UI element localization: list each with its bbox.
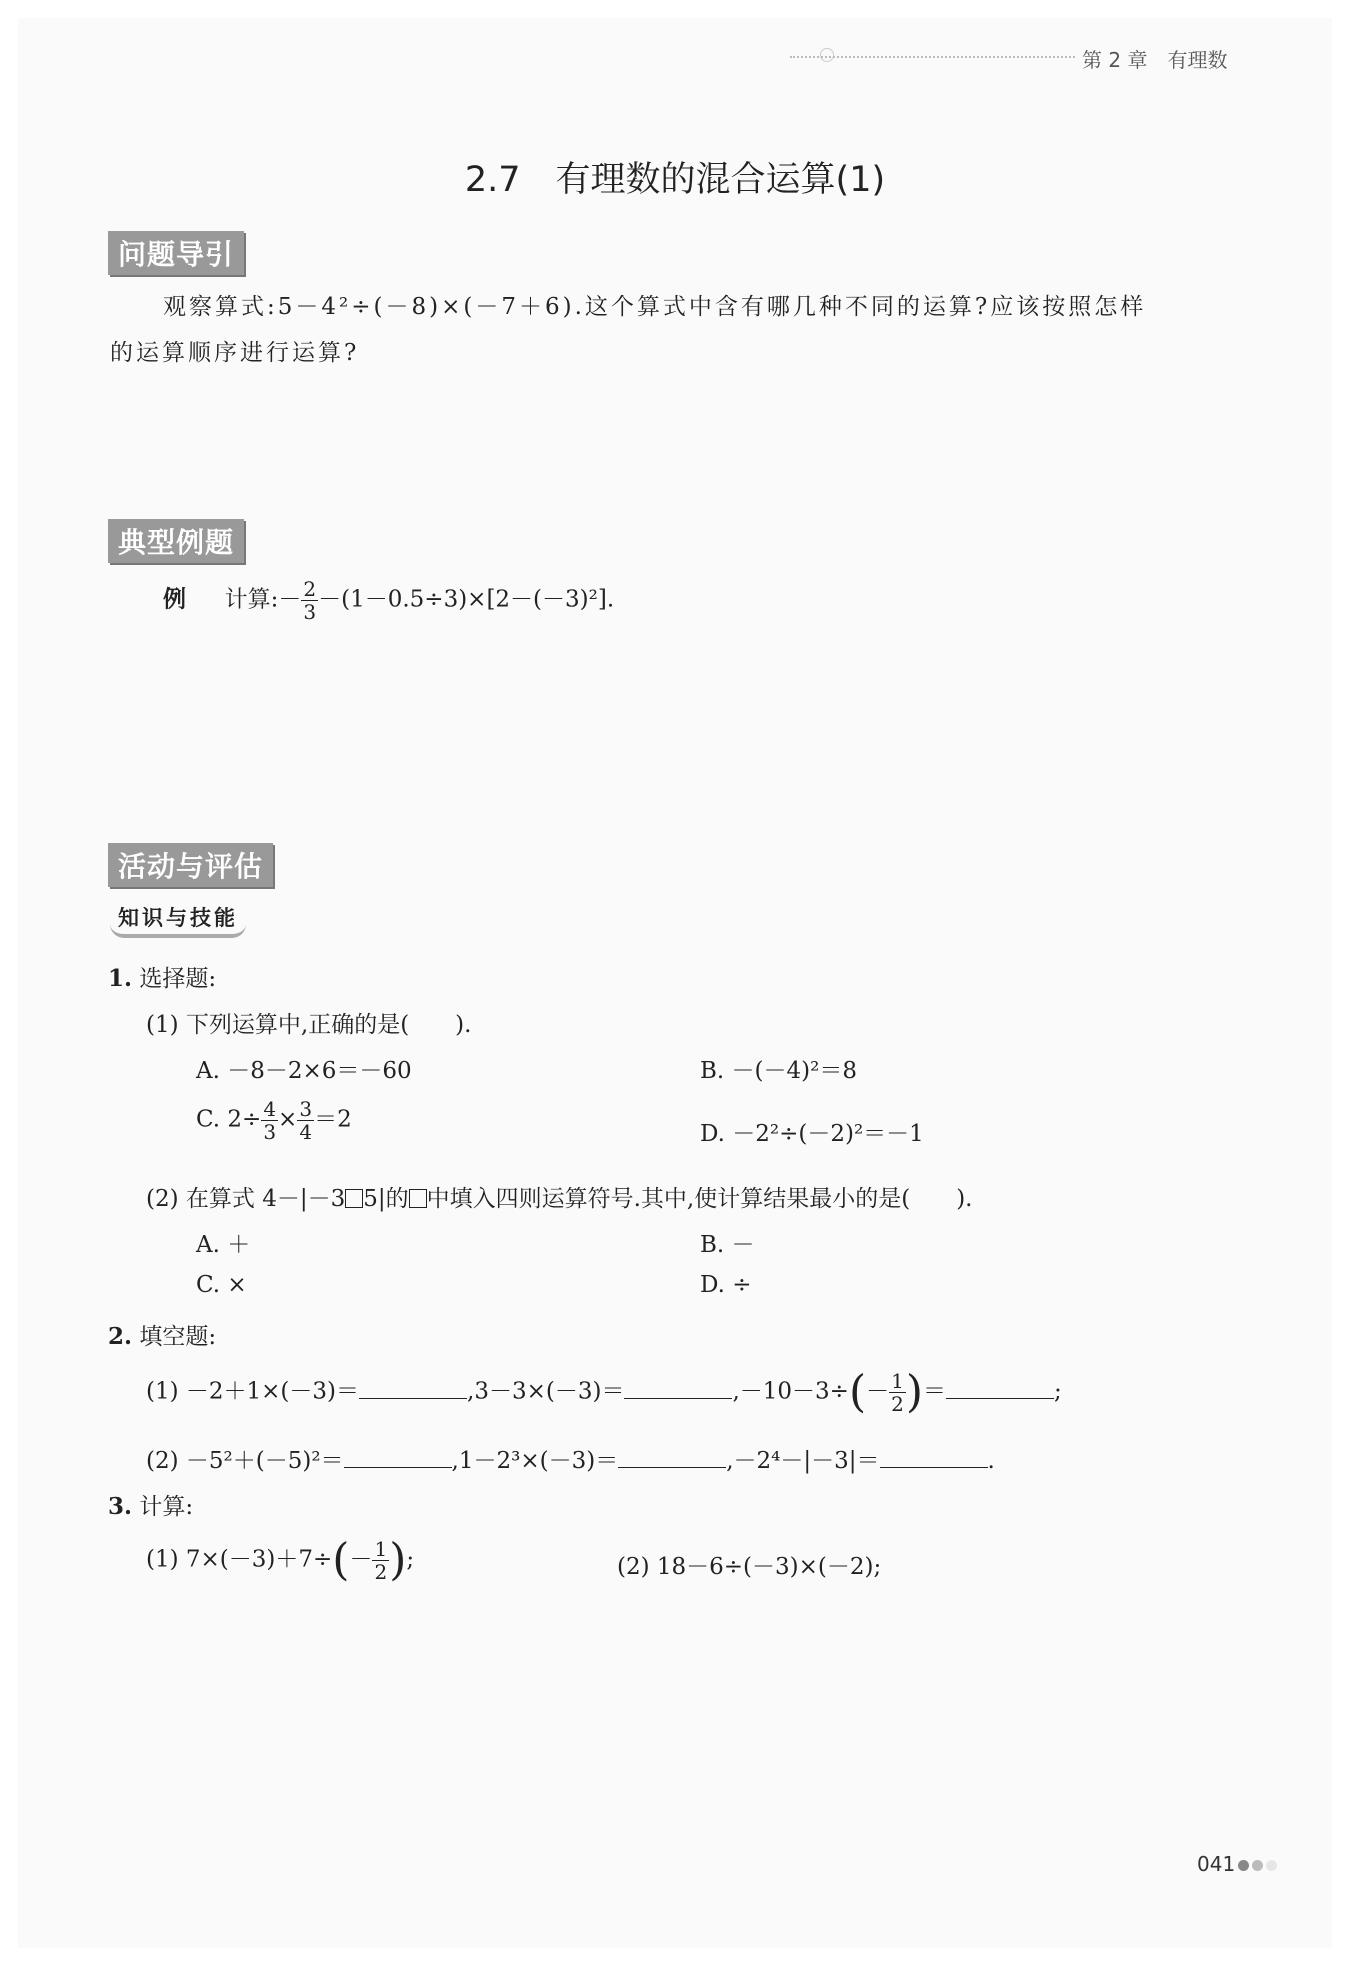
q1-sub2-option-c: C. × — [196, 1272, 247, 1298]
section-tag-activity: 活动与评估 — [108, 843, 273, 887]
q2-row-1: (1) －2＋1×(－3)＝ ,3－3×(－3)＝ ,－10－3÷(－ $\frac{1}{2}$ )＝ ; — [146, 1366, 1062, 1418]
section-tag-guide: 问题导引 — [108, 231, 244, 275]
page-number: 041 — [1197, 1852, 1277, 1876]
answer-blank[interactable] — [880, 1447, 988, 1468]
q1-sub1-option-b: B. －(－4)²＝8 — [700, 1058, 857, 1084]
header-decoration-dots — [790, 56, 1075, 58]
q1-sub1-option-c: C. 2÷ $\frac{4}{3}$ × $\frac{3}{4}$ ＝2 — [196, 1097, 352, 1144]
guide-text-line1: 观察算式:5－4²÷(－8)×(－7＋6).这个算式中含有哪几种不同的运算?应该按照怎样 — [163, 294, 1147, 320]
example-label: 例 — [163, 585, 186, 613]
example-expression — [163, 578, 614, 623]
question-3-heading — [108, 1488, 193, 1521]
answer-blank[interactable] — [624, 1378, 732, 1399]
q1-sub2-option-d: D. ÷ — [700, 1272, 752, 1298]
answer-blank[interactable] — [946, 1378, 1054, 1399]
chapter-header: 第 2 章 有理数 — [1082, 48, 1228, 72]
page-title: 2.7 有理数的混合运算(1) — [464, 160, 886, 200]
question-2-title: 填空题: — [139, 1324, 217, 1350]
question-3-number: 3. — [108, 1493, 133, 1520]
q1-sub2-option-a: A. ＋ — [196, 1232, 251, 1258]
q1-sub1-option-d: D. －2²÷(－2)²＝－1 — [700, 1121, 924, 1147]
question-1-title: 选择题: — [139, 966, 217, 992]
q1-sub1-stem: (1) 下列运算中,正确的是( ). — [146, 1012, 472, 1038]
example-fraction: $\frac{2}{3}$ — [303, 577, 317, 624]
answer-blank[interactable] — [344, 1447, 452, 1468]
q1-sub1-option-a: A. －8－2×6＝－60 — [196, 1058, 412, 1084]
header-decoration-circle — [820, 48, 834, 62]
example-rest: －(1－0.5÷3)×[2－(－3)²]. — [318, 586, 615, 613]
question-2-heading — [108, 1318, 216, 1351]
question-3-title: 计算: — [139, 1494, 194, 1520]
q3-part-1: (1) 7×(－3)＋7÷(－ $\frac{1}{2}$ ); — [146, 1534, 415, 1586]
answer-blank[interactable] — [618, 1447, 726, 1468]
section-tag-example: 典型例题 — [108, 519, 244, 563]
guide-text-line2: 的运算顺序进行运算? — [110, 340, 360, 366]
subsection-tag-skills: 知识与技能 — [110, 900, 246, 938]
q1-sub2-stem: (2) 在算式 4－|－3 5|的 中填入四则运算符号.其中,使计算结果最小的是( ). — [146, 1186, 973, 1212]
answer-blank[interactable] — [359, 1378, 467, 1399]
question-1-heading — [108, 960, 216, 993]
q1-sub2-option-b: B. － — [700, 1232, 755, 1258]
blank-square — [345, 1189, 363, 1208]
question-2-number: 2. — [108, 1323, 133, 1350]
example-prefix: 计算:－ — [224, 586, 302, 613]
q2-row-2: (2) －5²＋(－5)²＝ ,1－2³×(－3)＝ ,－2⁴－|－3|＝ . — [146, 1448, 995, 1474]
q3-part-2: (2) 18－6÷(－3)×(－2); — [617, 1554, 882, 1580]
question-1-number: 1. — [108, 965, 133, 992]
blank-square — [409, 1189, 427, 1208]
